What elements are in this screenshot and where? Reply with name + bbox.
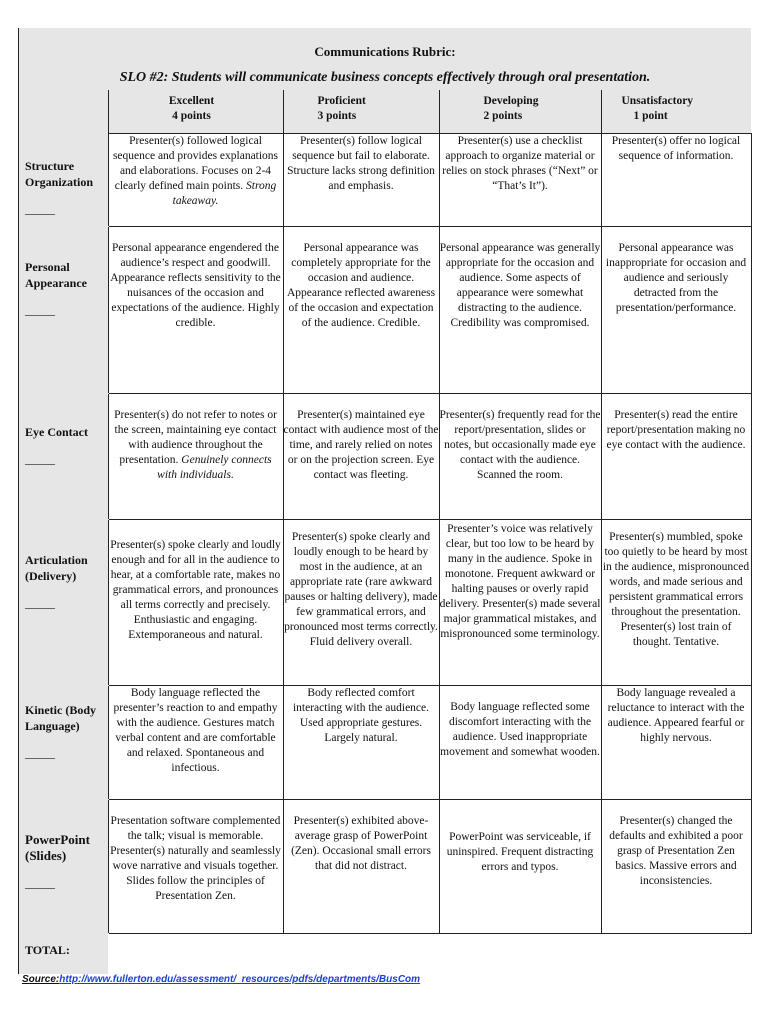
level-points: 1 point — [633, 110, 668, 122]
criterion-name: Articulation (Delivery) — [25, 553, 88, 583]
cell-text: Presenter(s) followed logical sequence and provides explanations and elaborations. Focuses on 2-4 clearly defined main points. — [112, 135, 279, 192]
rubric-cell — [108, 227, 283, 394]
total-label: TOTAL: — [25, 943, 70, 957]
cell-text: PowerPoint was serviceable, if uninspired. Frequent distracting errors and typos. — [446, 831, 594, 873]
cell-emphasis: Genuinely connects with individuals. — [157, 454, 272, 481]
criterion-name: Personal Appearance — [25, 260, 87, 290]
score-blank: _____ — [25, 452, 55, 466]
rubric-cell — [283, 227, 439, 394]
score-blank: _____ — [25, 596, 55, 610]
rubric-cell — [108, 394, 283, 520]
cell-text: Presenter(s) changed the defaults and exhibited a poor grasp of Presentation Zen basics. Massive errors and inconsistencies. — [609, 815, 743, 887]
source-label: Source: — [22, 974, 60, 985]
cell-text: Presenter(s) exhibited above-average grasp of PowerPoint (Zen). Occasional small errors that did not distract. — [291, 815, 431, 872]
cell-text: Body language revealed a reluctance to interact with the audience. Appeared fearful or highly nervous. — [607, 687, 745, 744]
level-header-unsatisfactory — [601, 90, 751, 134]
cell-text: Presenter(s) offer no logical sequence of information. — [611, 135, 741, 162]
rubric-cell — [283, 686, 439, 800]
rubric-cell — [439, 686, 601, 800]
criterion-row-articulation — [19, 520, 751, 686]
level-points: 4 points — [172, 110, 211, 122]
rubric-cell — [439, 394, 601, 520]
cell-text: Presenter(s) read the entire report/presentation making no eye contact with the audience. — [606, 409, 746, 451]
rubric-cell — [439, 227, 601, 394]
level-header-proficient — [283, 90, 439, 134]
criterion-name: Eye Contact — [25, 425, 88, 439]
level-name: Unsatisfactory — [621, 95, 694, 107]
level-name: Proficient — [317, 95, 366, 107]
cell-emphasis: Strong takeaway. — [172, 180, 277, 207]
rubric-cell — [601, 134, 751, 227]
level-points: 3 points — [317, 110, 357, 122]
rubric-cell — [283, 800, 439, 934]
source-link[interactable]: http://www.fullerton.edu/assessment/_resources/pdfs/departments/BusCom — [59, 974, 421, 985]
total-row — [19, 934, 751, 974]
criterion-label — [19, 394, 108, 520]
criterion-label — [19, 520, 108, 686]
score-blank: _____ — [25, 746, 55, 760]
criterion-label — [19, 800, 108, 934]
rubric-cell — [108, 800, 283, 934]
level-header-developing — [439, 90, 601, 134]
criterion-name: PowerPoint (Slides) — [25, 832, 90, 863]
criterion-name: Structure Organization — [25, 158, 93, 189]
rubric-cell — [601, 520, 751, 686]
cell-text: Presenter(s) spoke clearly and loudly enough and for all in the audience to hear, at a comfortable rate, makes no grammatical errors, and pronounces all terms correctly and precisely. Enthusiastic and engaging. Extemporaneous and natural. — [110, 539, 281, 641]
rubric-cell — [601, 686, 751, 800]
score-blank: _____ — [25, 303, 55, 317]
criterion-row-appearance — [19, 227, 751, 394]
total-filler — [108, 934, 751, 974]
rubric-title: Communications Rubric: — [314, 44, 456, 59]
score-blank: _____ — [25, 876, 55, 890]
cell-text: Body language reflected the presenter’s reaction to and empathy with the audience. Gestures match verbal content and are comfortable and relaxed. Spontaneous and infectious. — [113, 687, 278, 774]
criterion-name: Kinetic (Body Language) — [25, 703, 96, 733]
cell-text: Presenter(s) mumbled, spoke too quietly to be heard by most in the audience, mispronounced words, and made serious and persistent grammatical errors throughout the presentation. Presenter(s) lost train of thought. Tentative. — [602, 531, 750, 648]
rubric-subtitle: SLO #2: Students will communicate business concepts effectively through oral presentation. — [119, 70, 651, 85]
rubric-cell — [108, 520, 283, 686]
cell-text: Body language reflected some discomfort interacting with the audience. Used inappropriate movement and somewhat wooden. — [440, 701, 600, 758]
rubric-cell — [601, 227, 751, 394]
cell-text: Presenter(s) spoke clearly and loudly enough to be heard by most in the audience, at an appropriate rate (rare awkward pauses or halting delivery), made few grammatical errors, and pronounced most terms correctly. Fluid delivery overall. — [284, 531, 438, 648]
cell-text: Presentation software complemented the talk; visual is memorable. Presenter(s) naturally and seamlessly wove narrative and visuals together. Slides follow the principles of Presentation Zen. — [110, 815, 281, 902]
level-name: Developing — [483, 95, 539, 107]
level-header-excellent — [108, 90, 283, 134]
criterion-row-structure — [19, 134, 751, 227]
cell-text: Personal appearance engendered the audience’s respect and goodwill. Appearance reflects sensitivity to the nuisances of the occasion and expectations of the audience. Highly credible. — [110, 242, 281, 329]
header-row — [19, 90, 751, 134]
rubric-cell — [439, 520, 601, 686]
criterion-label — [19, 227, 108, 394]
cell-text: Presenter(s) frequently read for the report/presentation, slides or notes, but occasionally made eye contact with the audience. Scanned the room. — [439, 409, 601, 481]
level-name: Excellent — [168, 95, 215, 107]
cell-text: Presenter’s voice was relatively clear, but too low to be heard by many in the audience. Spoke in monotone. Frequent awkward or halting pauses or overly rapid delivery. Presenter(s) made several major grammatical mistakes, and mispronounced some terminology. — [439, 523, 601, 640]
total-label-cell — [19, 934, 108, 974]
cell-text: Presenter(s) use a checklist approach to organize material or relies on stock phrases (“Next” or “That’s It”). — [442, 135, 598, 192]
rubric-cell — [439, 800, 601, 934]
cell-text: Personal appearance was generally appropriate for the occasion and audience. Some aspects of appearance were somewhat distracting to the audience. Credibility was compromised. — [439, 242, 601, 329]
criterion-row-eye-contact — [19, 394, 751, 520]
source-citation — [22, 974, 420, 985]
cell-text: Presenter(s) maintained eye contact with audience most of the time, and rarely relied on notes or on the projection screen. Eye contact was fleeting. — [283, 409, 439, 481]
cell-text: Presenter(s) follow logical sequence but fail to elaborate. Structure lacks strong definition and emphasis. — [287, 135, 435, 192]
criterion-row-powerpoint — [19, 800, 751, 934]
rubric-cell — [601, 394, 751, 520]
rubric-cell — [601, 800, 751, 934]
cell-text: Body reflected comfort interacting with the audience. Used appropriate gestures. Largely natural. — [292, 687, 430, 744]
rubric-cell — [283, 520, 439, 686]
title-block — [19, 28, 751, 90]
criterion-label — [19, 134, 108, 227]
rubric-cell — [283, 394, 439, 520]
cell-text: Personal appearance was inappropriate for occasion and audience and seriously detracted from the presentation/performance. — [605, 242, 747, 314]
rubric-table — [19, 90, 752, 974]
criterion-label — [19, 686, 108, 800]
score-blank: _____ — [25, 201, 55, 216]
rubric-cell — [283, 134, 439, 227]
cell-text: Personal appearance was completely appropriate for the occasion and audience. Appearance reflected awareness of the occasion and expectation of the audience. Credible. — [286, 242, 436, 329]
level-points: 2 points — [483, 110, 523, 122]
criterion-row-kinetic — [19, 686, 751, 800]
cell-text: Presenter(s) do not refer to notes or the screen, maintaining eye contact with audience throughout the presentation. — [114, 409, 277, 466]
rubric-cell — [108, 686, 283, 800]
corner-cell — [19, 90, 108, 134]
rubric-cell — [439, 134, 601, 227]
rubric-cell — [108, 134, 283, 227]
rubric-document — [18, 28, 751, 974]
